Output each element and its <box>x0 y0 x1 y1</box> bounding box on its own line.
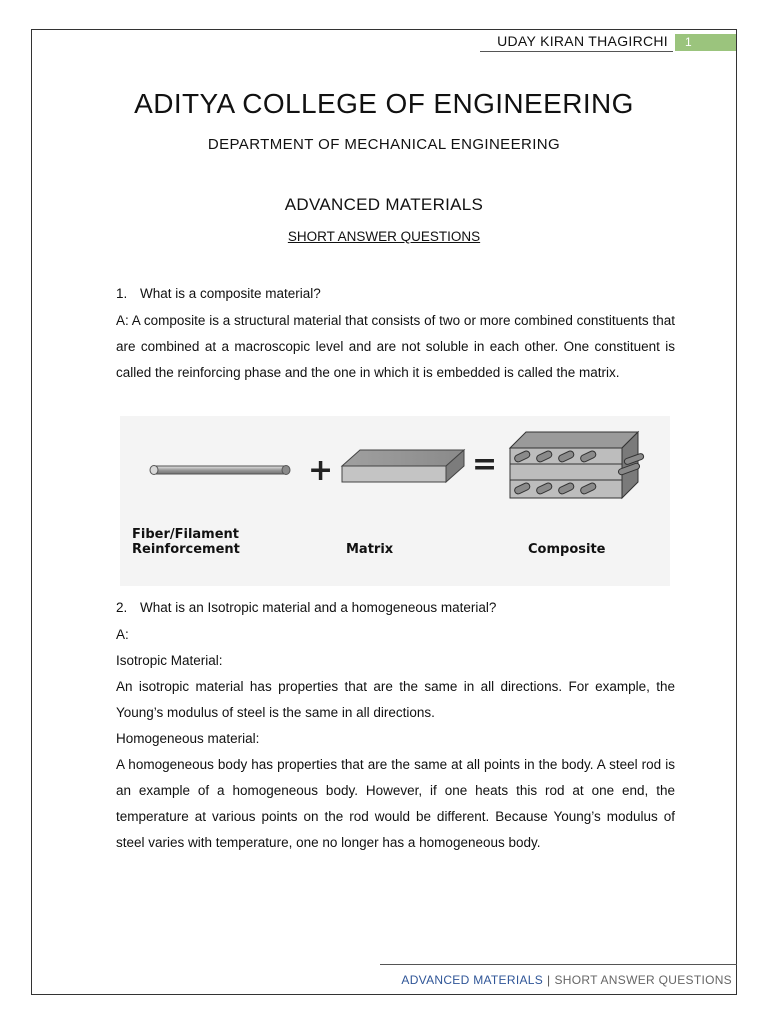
answer-2-label: A: <box>116 627 129 642</box>
department-title: DEPARTMENT OF MECHANICAL ENGINEERING <box>207 136 561 153</box>
composite-label: Composite <box>528 542 606 557</box>
matrix-label: Matrix <box>346 542 394 557</box>
plus-sign: + <box>308 453 334 488</box>
footer-rule <box>380 964 737 965</box>
footer-separator: | <box>547 973 551 987</box>
composite-block-icon <box>510 432 644 498</box>
header-author: UDAY KIRAN THAGIRCHI <box>497 33 668 49</box>
fiber-rod-icon <box>150 466 290 475</box>
header-rule <box>480 51 673 52</box>
college-title: ADITYA COLLEGE OF ENGINEERING <box>134 88 634 119</box>
composite-figure <box>120 416 670 586</box>
question-1-number: 1. <box>116 286 128 301</box>
answer-2 <box>116 622 675 856</box>
fiber-label-line1: Fiber/Filament <box>132 527 240 542</box>
composite-diagram <box>120 416 670 586</box>
question-2-text: What is an Isotropic material and a homogeneous material? <box>140 600 497 615</box>
question-1 <box>116 286 321 301</box>
footer-section: SHORT ANSWER QUESTIONS <box>554 973 732 987</box>
footer <box>401 973 732 987</box>
section-title: SHORT ANSWER QUESTIONS <box>287 229 481 244</box>
fiber-label <box>132 527 240 557</box>
isotropic-text: An isotropic material has properties that are the same in all directions. For example, the Young’s modulus of steel is the same in all directions. <box>116 679 675 720</box>
question-2 <box>116 600 496 615</box>
equals-sign: = <box>472 447 498 482</box>
footer-subject: ADVANCED MATERIALS <box>401 973 544 987</box>
subject-title: ADVANCED MATERIALS <box>284 195 484 214</box>
matrix-slab-icon <box>342 450 464 482</box>
homogeneous-text: A homogeneous body has properties that are the same at all points in the body. A steel rod is an example of a homogeneous body. However, if one heats this rod at one end, the temperature at various points on the rod would be different. Because Young’s modulus of steel varies with temperature, one no longer has a homogeneous body. <box>116 757 675 850</box>
isotropic-heading: Isotropic Material: <box>116 653 223 668</box>
answer-1: A: A composite is a structural material that consists of two or more combined constituents that are combined at a macroscopic level and are not soluble in each other. One constituent is called the reinforcing phase and the one in which it is embedded is called the matrix. <box>116 313 675 380</box>
page-number-badge: 1 <box>675 34 736 51</box>
question-1-text: What is a composite material? <box>140 286 321 301</box>
question-2-number: 2. <box>116 600 128 615</box>
fiber-label-line2: Reinforcement <box>132 542 240 557</box>
homogeneous-heading: Homogeneous material: <box>116 731 260 746</box>
